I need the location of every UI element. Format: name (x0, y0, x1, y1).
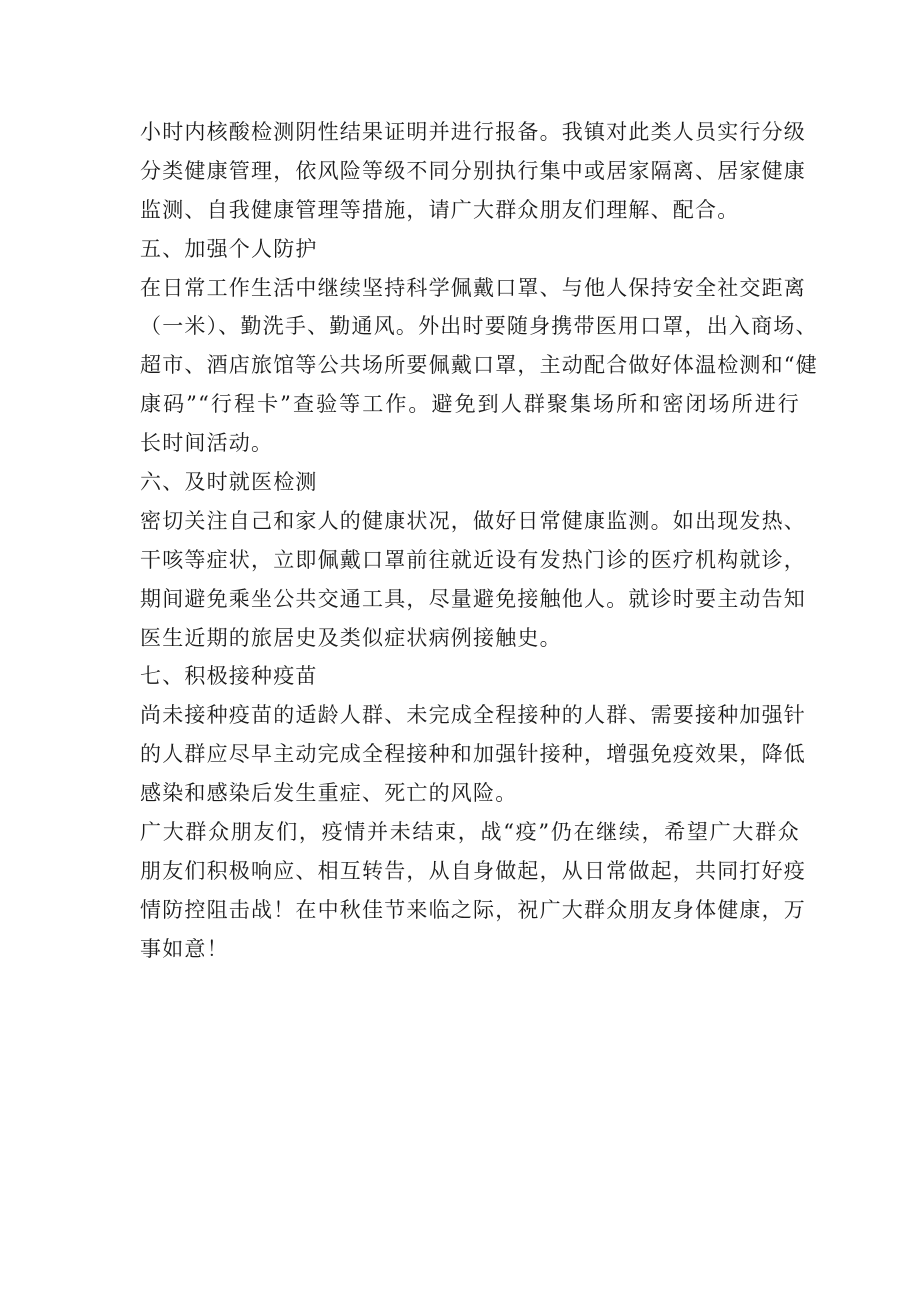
paragraph-line: 长时间活动。 (140, 431, 274, 456)
section-heading (140, 463, 800, 502)
section-heading (140, 230, 800, 269)
paragraph (140, 269, 818, 463)
paragraph-line: 事如意！ (140, 936, 229, 961)
heading-text: 五、加强个人防护 (140, 236, 318, 261)
paragraph-line: 医生近期的旅居史及类似症状病例接触史。 (140, 625, 562, 650)
paragraph-line: （一米）、勤洗手、勤通风。外出时要随身携带医用口罩，出入商场、 (140, 314, 818, 339)
paragraph-line: 广大群众朋友们，疫情并未结束，战“疫”仍在继续，希望广大群众 (140, 820, 800, 845)
paragraph-line: 密切关注自己和家人的健康状况，做好日常健康监测。如出现发热、 (140, 508, 806, 533)
document-body (140, 113, 818, 969)
paragraph-line: 超市、酒店旅馆等公共场所要佩戴口罩，主动配合做好体温检测和“健 (140, 353, 818, 378)
section-heading (140, 657, 800, 696)
paragraph (140, 696, 806, 813)
paragraph (140, 813, 806, 969)
heading-text: 六、及时就医检测 (140, 470, 318, 495)
paragraph-line: 分类健康管理，依风险等级不同分别执行集中或居家隔离、居家健康 (140, 158, 806, 183)
paragraph-line: 康码”“行程卡”查验等工作。避免到人群聚集场所和密闭场所进行 (140, 392, 800, 417)
paragraph-line: 监测、自我健康管理等措施，请广大群众朋友们理解、配合。 (140, 197, 740, 222)
paragraph-line: 期间避免乘坐公共交通工具，尽量避免接触他人。就诊时要主动告知 (140, 586, 806, 611)
paragraph-line: 的人群应尽早主动完成全程接种和加强针接种，增强免疫效果，降低 (140, 742, 806, 767)
paragraph-line: 在日常工作生活中继续坚持科学佩戴口罩、与他人保持安全社交距离 (140, 275, 806, 300)
heading-text: 七、积极接种疫苗 (140, 664, 318, 689)
paragraph-line: 朋友们积极响应、相互转告，从自身做起，从日常做起，共同打好疫 (140, 858, 806, 883)
paragraph-line: 尚未接种疫苗的适龄人群、未完成全程接种的人群、需要接种加强针 (140, 703, 806, 728)
paragraph (140, 502, 806, 658)
paragraph-line: 小时内核酸检测阴性结果证明并进行报备。我镇对此类人员实行分级 (140, 120, 806, 144)
paragraph (140, 113, 806, 230)
paragraph-line: 干咳等症状，立即佩戴口罩前往就近设有发热门诊的医疗机构就诊， (140, 547, 806, 572)
paragraph-line: 感染和感染后发生重症、死亡的风险。 (140, 781, 518, 806)
paragraph-line: 情防控阻击战！在中秋佳节来临之际，祝广大群众朋友身体健康，万 (140, 897, 806, 922)
